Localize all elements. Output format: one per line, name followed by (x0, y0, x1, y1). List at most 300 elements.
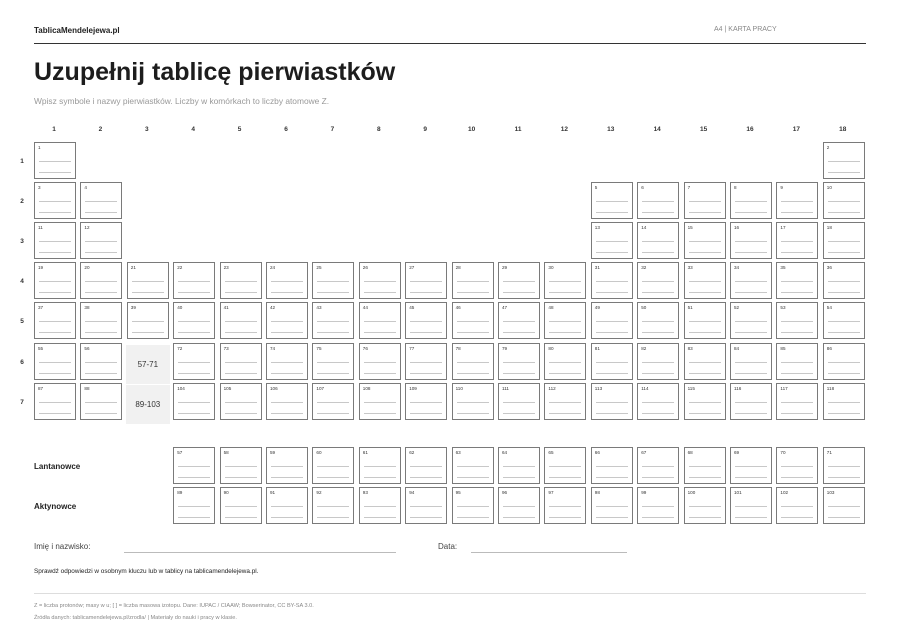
element-cell[interactable] (498, 343, 540, 380)
atomic-number: 12 (84, 225, 90, 231)
element-cell[interactable] (776, 383, 818, 420)
name-write-line (642, 373, 674, 374)
element-cell[interactable] (405, 487, 447, 524)
symbol-write-line (828, 281, 860, 282)
element-cell[interactable] (544, 447, 586, 484)
symbol-write-line (85, 201, 117, 202)
symbol-write-line (317, 321, 349, 322)
atomic-number: 84 (734, 345, 740, 351)
element-cell[interactable] (498, 487, 540, 524)
name-write-line (225, 517, 257, 518)
symbol-write-line (596, 506, 628, 507)
element-cell[interactable] (637, 262, 679, 299)
symbol-write-line (828, 362, 860, 363)
atomic-number: 93 (362, 490, 368, 495)
element-cell[interactable] (359, 487, 401, 524)
atomic-number: 97 (548, 490, 554, 495)
name-write-line (689, 517, 721, 518)
atomic-number: 20 (84, 265, 90, 271)
group-number: 14 (653, 126, 661, 133)
element-cell[interactable] (544, 487, 586, 524)
group-number: 10 (467, 126, 476, 133)
name-write-line (364, 373, 396, 374)
symbol-write-line (642, 506, 674, 507)
element-cell[interactable] (591, 343, 633, 380)
element-cell[interactable] (266, 487, 308, 524)
element-cell[interactable] (34, 142, 76, 179)
symbol-write-line (642, 241, 674, 242)
symbol-write-line (364, 321, 396, 322)
name-label: Imię i nazwisko: (34, 542, 91, 551)
element-cell[interactable] (266, 447, 308, 484)
element-cell[interactable] (34, 222, 76, 259)
element-cell[interactable] (684, 447, 726, 484)
name-write-line (410, 517, 442, 518)
symbol-write-line (178, 466, 210, 467)
name-write-line (735, 413, 767, 414)
name-write-line (85, 212, 117, 213)
atomic-number: 68 (687, 450, 693, 455)
name-write-line (642, 517, 674, 518)
element-cell[interactable] (266, 302, 308, 339)
element-cell[interactable] (730, 487, 772, 524)
symbol-write-line (225, 466, 257, 467)
element-cell[interactable] (591, 222, 633, 259)
element-cell[interactable] (220, 302, 262, 339)
atomic-number: 17 (780, 225, 786, 231)
symbol-write-line (178, 281, 210, 282)
symbol-write-line (549, 362, 581, 363)
name-write-line (549, 332, 581, 333)
element-cell[interactable] (823, 343, 865, 380)
element-cell[interactable] (544, 343, 586, 380)
element-cell[interactable] (637, 182, 679, 219)
group-number: 4 (191, 126, 195, 133)
symbol-write-line (271, 402, 303, 403)
element-cell[interactable] (684, 182, 726, 219)
atomic-number: 51 (687, 305, 693, 311)
page-subtitle: Wpisz symbole i nazwy pierwiastków. Liczby w komórkach to liczby atomowe Z. (34, 96, 330, 106)
element-cell[interactable] (34, 383, 76, 420)
atomic-number: 75 (316, 345, 322, 351)
element-cell[interactable] (359, 302, 401, 339)
name-write-line (549, 517, 581, 518)
atomic-number: 67 (641, 450, 647, 455)
element-cell[interactable] (127, 302, 169, 339)
symbol-write-line (689, 201, 721, 202)
element-cell[interactable] (34, 343, 76, 380)
atomic-number: 60 (316, 450, 322, 455)
atomic-number: 26 (362, 265, 368, 271)
name-write-line (85, 413, 117, 414)
symbol-write-line (596, 466, 628, 467)
name-write-line (596, 413, 628, 414)
element-cell[interactable] (220, 262, 262, 299)
name-write-line (596, 292, 628, 293)
element-cell[interactable] (80, 343, 122, 380)
atomic-number: 23 (223, 265, 229, 271)
symbol-write-line (642, 466, 674, 467)
element-cell[interactable] (776, 302, 818, 339)
atomic-number: 103 (826, 490, 835, 495)
element-cell[interactable] (591, 447, 633, 484)
atomic-number: 41 (223, 305, 229, 311)
name-write-line (781, 212, 813, 213)
symbol-write-line (781, 466, 813, 467)
atomic-number: 82 (641, 345, 647, 351)
atomic-number: 109 (409, 385, 417, 391)
element-cell[interactable] (730, 343, 772, 380)
element-cell[interactable] (452, 447, 494, 484)
name-write-line (85, 332, 117, 333)
name-write-line (735, 332, 767, 333)
symbol-write-line (317, 281, 349, 282)
name-write-line (781, 292, 813, 293)
atomic-number: 13 (594, 225, 600, 231)
date-line[interactable] (471, 552, 627, 553)
element-cell[interactable] (127, 262, 169, 299)
symbol-write-line (735, 241, 767, 242)
element-cell[interactable] (730, 182, 772, 219)
element-cell[interactable] (498, 447, 540, 484)
element-cell[interactable] (359, 262, 401, 299)
name-write-line (410, 413, 442, 414)
name-write-line (178, 292, 210, 293)
element-cell[interactable] (684, 343, 726, 380)
atomic-number: 96 (502, 490, 508, 495)
element-cell[interactable] (80, 383, 122, 420)
name-write-line (642, 212, 674, 213)
atomic-number: 9 (780, 185, 783, 191)
element-cell[interactable] (312, 343, 354, 380)
name-write-line (642, 332, 674, 333)
element-cell[interactable] (591, 487, 633, 524)
element-cell[interactable] (34, 182, 76, 219)
element-cell[interactable] (452, 383, 494, 420)
name-write-line (85, 292, 117, 293)
symbol-write-line (39, 321, 71, 322)
element-cell[interactable] (80, 302, 122, 339)
name-write-line (828, 332, 860, 333)
atomic-number: 36 (826, 265, 832, 271)
atomic-number: 57 (177, 450, 183, 455)
symbol-write-line (549, 402, 581, 403)
symbol-write-line (642, 281, 674, 282)
element-cell[interactable] (730, 222, 772, 259)
element-cell[interactable] (684, 222, 726, 259)
element-cell[interactable] (823, 222, 865, 259)
name-write-line (828, 292, 860, 293)
element-cell[interactable] (220, 487, 262, 524)
name-write-line (271, 477, 303, 478)
name-write-line (178, 517, 210, 518)
group-number: 18 (839, 126, 847, 133)
symbol-write-line (735, 506, 767, 507)
element-cell[interactable] (684, 383, 726, 420)
element-cell[interactable] (405, 262, 447, 299)
atomic-number: 105 (223, 385, 232, 391)
atomic-number: 113 (594, 385, 603, 391)
element-cell[interactable] (312, 447, 354, 484)
atomic-number: 78 (455, 345, 461, 351)
atomic-number: 64 (502, 450, 508, 455)
name-write-line (39, 373, 71, 374)
element-cell[interactable] (312, 383, 354, 420)
atomic-number: 47 (502, 305, 508, 311)
atomic-number: 22 (177, 265, 183, 271)
symbol-write-line (828, 321, 860, 322)
name-write-line (39, 172, 71, 173)
name-write-line (549, 413, 581, 414)
name-write-line (317, 292, 349, 293)
element-cell[interactable] (498, 262, 540, 299)
element-cell[interactable] (266, 262, 308, 299)
element-cell[interactable] (34, 262, 76, 299)
element-cell[interactable] (637, 383, 679, 420)
atomic-number: 1 (38, 145, 41, 150)
symbol-write-line (410, 362, 442, 363)
symbol-write-line (781, 281, 813, 282)
period-number: 6 (20, 358, 24, 366)
symbol-write-line (735, 362, 767, 363)
symbol-write-line (410, 281, 442, 282)
atomic-number: 18 (826, 225, 832, 231)
element-cell[interactable] (34, 302, 76, 339)
element-cell[interactable] (173, 343, 215, 380)
element-cell[interactable] (266, 383, 308, 420)
name-write-line (364, 413, 396, 414)
element-cell[interactable] (637, 487, 679, 524)
name-write-line (596, 332, 628, 333)
symbol-write-line (85, 281, 117, 282)
name-write-line (549, 373, 581, 374)
name-write-line (364, 332, 396, 333)
period-number: 3 (20, 238, 24, 246)
name-write-line (178, 373, 210, 374)
atomic-number: 34 (734, 265, 740, 271)
name-write-line (225, 292, 257, 293)
symbol-write-line (178, 362, 210, 363)
element-cell[interactable] (220, 343, 262, 380)
name-write-line (317, 517, 349, 518)
element-cell[interactable] (80, 262, 122, 299)
atomic-number: 89 (177, 490, 183, 495)
name-write-line (39, 332, 71, 333)
element-cell[interactable] (312, 487, 354, 524)
element-cell[interactable] (776, 222, 818, 259)
symbol-write-line (225, 321, 257, 322)
series-reference: 89-103 (126, 385, 170, 424)
element-cell[interactable] (220, 383, 262, 420)
group-number: 8 (376, 126, 381, 133)
element-cell[interactable] (591, 262, 633, 299)
element-cell[interactable] (173, 447, 215, 484)
symbol-write-line (596, 321, 628, 322)
element-cell[interactable] (80, 222, 122, 259)
name-write-line (364, 517, 396, 518)
atomic-number: 79 (502, 345, 508, 351)
name-write-line (317, 373, 349, 374)
atomic-number: 76 (362, 345, 368, 351)
element-cell[interactable] (591, 182, 633, 219)
symbol-write-line (596, 201, 628, 202)
group-number: 6 (284, 126, 288, 133)
name-write-line (689, 292, 721, 293)
symbol-write-line (39, 161, 71, 162)
element-cell[interactable] (405, 302, 447, 339)
element-cell[interactable] (405, 343, 447, 380)
name-write-line (503, 373, 535, 374)
element-cell[interactable] (80, 182, 122, 219)
element-cell[interactable] (173, 487, 215, 524)
element-cell[interactable] (637, 222, 679, 259)
element-cell[interactable] (776, 182, 818, 219)
element-cell[interactable] (173, 302, 215, 339)
name-write-line (132, 332, 164, 333)
element-cell[interactable] (776, 262, 818, 299)
period-number: 1 (20, 158, 24, 165)
atomic-number: 44 (362, 305, 368, 311)
atomic-number: 74 (270, 345, 276, 351)
group-number: 15 (699, 126, 708, 133)
name-write-line (178, 413, 210, 414)
atomic-number: 29 (502, 265, 508, 271)
element-cell[interactable] (823, 262, 865, 299)
atomic-number: 91 (270, 490, 276, 495)
name-write-line (828, 413, 860, 414)
element-cell[interactable] (498, 302, 540, 339)
symbol-write-line (271, 321, 303, 322)
element-cell[interactable] (312, 302, 354, 339)
element-cell[interactable] (359, 383, 401, 420)
name-write-line (781, 517, 813, 518)
name-write-line (828, 252, 860, 253)
element-cell[interactable] (452, 343, 494, 380)
element-cell[interactable] (823, 487, 865, 524)
name-write-line (735, 477, 767, 478)
atomic-number: 69 (734, 450, 740, 455)
atomic-number: 71 (826, 450, 832, 455)
name-write-line (642, 292, 674, 293)
element-cell[interactable] (684, 487, 726, 524)
atomic-number: 8 (734, 185, 737, 191)
element-cell[interactable] (823, 447, 865, 484)
element-cell[interactable] (730, 262, 772, 299)
sheet-tag: A4 | KARTA PRACY (714, 26, 777, 33)
element-cell[interactable] (730, 447, 772, 484)
atomic-number: 104 (177, 385, 185, 391)
element-cell[interactable] (312, 262, 354, 299)
atomic-number: 83 (687, 345, 693, 351)
name-line[interactable] (124, 552, 396, 553)
element-cell[interactable] (637, 447, 679, 484)
element-cell[interactable] (823, 383, 865, 420)
element-cell[interactable] (684, 302, 726, 339)
symbol-write-line (457, 362, 489, 363)
element-cell[interactable] (452, 487, 494, 524)
element-cell[interactable] (730, 302, 772, 339)
name-write-line (735, 252, 767, 253)
atomic-number: 46 (455, 305, 461, 311)
date-label: Data: (438, 542, 458, 551)
symbol-write-line (85, 321, 117, 322)
symbol-write-line (271, 362, 303, 363)
element-cell[interactable] (591, 383, 633, 420)
symbol-write-line (828, 506, 860, 507)
element-cell[interactable] (359, 447, 401, 484)
element-cell[interactable] (544, 262, 586, 299)
element-cell[interactable] (591, 302, 633, 339)
element-cell[interactable] (405, 383, 447, 420)
element-cell[interactable] (498, 383, 540, 420)
atomic-number: 28 (455, 265, 461, 271)
name-write-line (689, 413, 721, 414)
period-number: 4 (20, 278, 24, 286)
symbol-write-line (39, 402, 71, 403)
element-cell[interactable] (220, 447, 262, 484)
atomic-number: 25 (316, 265, 322, 271)
atomic-number: 95 (455, 490, 461, 495)
symbol-write-line (364, 466, 396, 467)
atomic-number: 7 (687, 185, 691, 191)
name-write-line (781, 413, 813, 414)
name-write-line (39, 292, 71, 293)
element-cell[interactable] (823, 142, 865, 179)
symbol-write-line (642, 321, 674, 322)
element-cell[interactable] (405, 447, 447, 484)
element-cell[interactable] (452, 262, 494, 299)
site-name: TablicaMendelejewa.pl (34, 26, 120, 35)
element-cell[interactable] (173, 262, 215, 299)
symbol-write-line (457, 402, 489, 403)
element-cell[interactable] (266, 343, 308, 380)
atomic-number: 3 (38, 185, 41, 191)
atomic-number: 58 (223, 450, 229, 455)
symbol-write-line (85, 362, 117, 363)
element-cell[interactable] (776, 487, 818, 524)
element-cell[interactable] (730, 383, 772, 420)
name-write-line (642, 413, 674, 414)
name-write-line (828, 172, 860, 173)
element-cell[interactable] (452, 302, 494, 339)
symbol-write-line (781, 402, 813, 403)
element-cell[interactable] (776, 447, 818, 484)
element-cell[interactable] (823, 182, 865, 219)
element-cell[interactable] (637, 343, 679, 380)
element-cell[interactable] (359, 343, 401, 380)
atomic-number: 55 (38, 345, 44, 351)
symbol-write-line (503, 321, 535, 322)
element-cell[interactable] (544, 302, 586, 339)
element-cell[interactable] (544, 383, 586, 420)
atomic-number: 87 (38, 385, 44, 391)
atomic-number: 4 (84, 185, 87, 191)
name-write-line (410, 373, 442, 374)
name-write-line (457, 477, 489, 478)
atomic-number: 117 (780, 385, 788, 391)
symbol-write-line (828, 241, 860, 242)
element-cell[interactable] (173, 383, 215, 420)
element-cell[interactable] (637, 302, 679, 339)
atomic-number: 5 (594, 185, 598, 191)
symbol-write-line (410, 321, 442, 322)
atomic-number: 66 (594, 450, 600, 455)
name-write-line (271, 517, 303, 518)
element-cell[interactable] (776, 343, 818, 380)
symbol-write-line (317, 466, 349, 467)
element-cell[interactable] (823, 302, 865, 339)
element-cell[interactable] (684, 262, 726, 299)
